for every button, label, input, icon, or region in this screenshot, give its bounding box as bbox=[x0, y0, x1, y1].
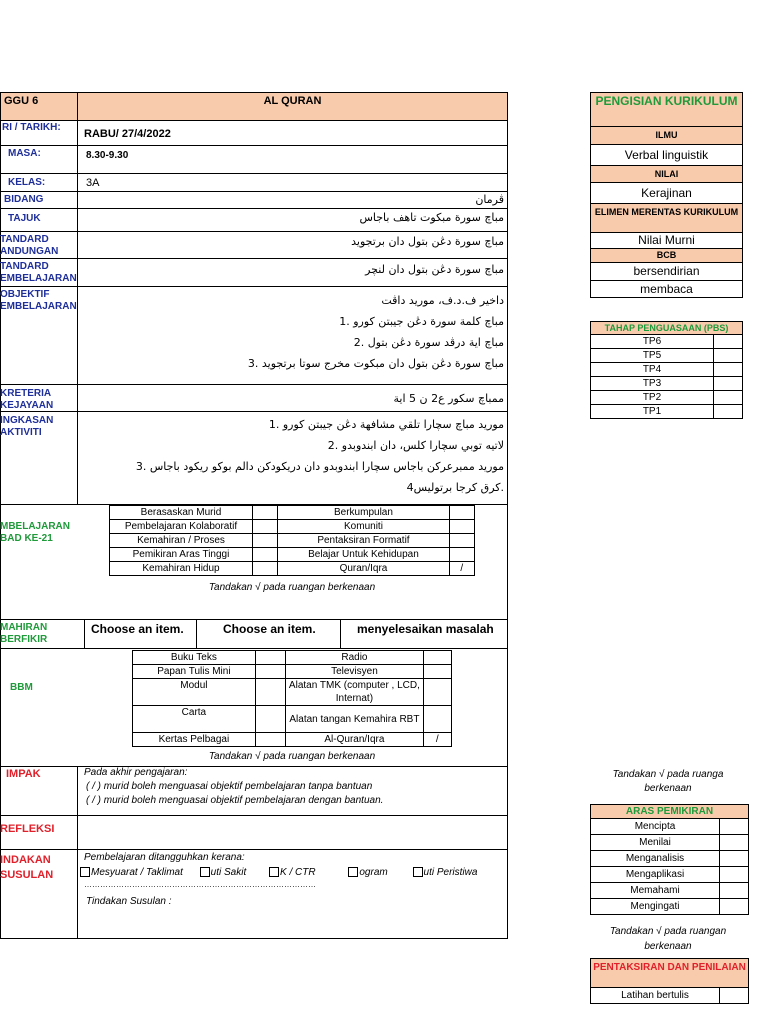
bbm-note: Tandakan √ pada ruangan berkenaan bbox=[208, 751, 376, 762]
check-cell[interactable]: / bbox=[449, 562, 474, 576]
tajuk-label: TAJUK bbox=[8, 213, 41, 224]
check-cell[interactable] bbox=[449, 548, 474, 562]
checkbox-icon[interactable] bbox=[348, 867, 358, 877]
table-row: TP3 bbox=[591, 377, 743, 391]
check-cell[interactable] bbox=[720, 899, 749, 915]
table-row: Memahami bbox=[591, 883, 749, 899]
check-cell[interactable] bbox=[714, 363, 743, 377]
check-cell[interactable] bbox=[720, 988, 749, 1004]
option-mesyuarat[interactable]: Mesyuarat / Taklimat bbox=[80, 867, 183, 878]
impak-line-2: ( / ) murid boleh menguasai objektif pembelajaran tanpa bantuan bbox=[86, 781, 373, 792]
objektif-value: داخير ف.د.ف، موريد داڤت مباچ كلمة سورة دڠن جيبتن كورو .1 مباچ اية درڤد سورة دڠن بتول .2 مباچ سورة دڠن بتول دان مبكوت مخرج سوتا برتجويد .3 bbox=[247, 294, 504, 370]
table-row: TP1 bbox=[591, 405, 743, 419]
check-cell[interactable] bbox=[252, 520, 277, 534]
pak21-table bbox=[109, 505, 475, 576]
check-cell[interactable] bbox=[255, 651, 285, 665]
refleksi-label: REFLEKSI bbox=[0, 823, 55, 835]
thinking-skill-dropdown-1[interactable]: Choose an item. bbox=[91, 622, 184, 636]
option-program[interactable]: ogram bbox=[348, 867, 387, 878]
table-row: Mencipta bbox=[591, 819, 749, 835]
check-cell[interactable] bbox=[423, 651, 451, 665]
check-cell[interactable] bbox=[720, 883, 749, 899]
table-row: Latihan bertulis bbox=[591, 988, 749, 1004]
table-row: Menilai bbox=[591, 835, 749, 851]
nilai-value: Kerajinan bbox=[641, 186, 692, 200]
check-cell[interactable] bbox=[255, 679, 285, 706]
check-cell[interactable] bbox=[720, 851, 749, 867]
option-cuti-peristiwa[interactable]: uti Peristiwa bbox=[413, 867, 478, 878]
thinking-skill-dropdown-3[interactable]: menyelesaikan masalah bbox=[357, 622, 494, 636]
impak-line-1: Pada akhir pengajaran: bbox=[84, 767, 188, 778]
check-cell[interactable] bbox=[423, 706, 451, 733]
tajuk-value: مباچ سورة مبكوت تاهف باجاس bbox=[359, 211, 504, 224]
pak21-label: MBELAJARAN BAD KE-21 bbox=[0, 521, 70, 544]
checkbox-icon[interactable] bbox=[80, 867, 90, 877]
objektif-label: OBJEKTIF EMBELAJARAN bbox=[0, 289, 77, 312]
check-cell[interactable] bbox=[423, 679, 451, 706]
check-cell[interactable] bbox=[720, 819, 749, 835]
checkbox-icon[interactable] bbox=[200, 867, 210, 877]
check-cell[interactable] bbox=[449, 520, 474, 534]
tahap-note: Tandakan √ pada ruanga berkenaan bbox=[612, 769, 724, 794]
bidang-label: BIDANG bbox=[4, 194, 44, 205]
check-cell[interactable] bbox=[714, 391, 743, 405]
kelas-label: KELAS: bbox=[8, 177, 46, 188]
check-cell[interactable] bbox=[423, 665, 451, 679]
check-cell[interactable] bbox=[714, 349, 743, 363]
check-cell[interactable] bbox=[714, 335, 743, 349]
postpone-options bbox=[80, 867, 477, 878]
check-cell[interactable] bbox=[714, 405, 743, 419]
table-row: Pemikiran Aras Tinggi Belajar Untuk Kehidupan bbox=[110, 548, 475, 562]
checkbox-icon[interactable] bbox=[269, 867, 279, 877]
table-row: Mengaplikasi bbox=[591, 867, 749, 883]
ilmu-header: ILMU bbox=[591, 127, 742, 144]
subject-title: AL QURAN bbox=[263, 95, 322, 107]
table-row: TP6 bbox=[591, 335, 743, 349]
kurikulum-title: PENGISIAN KURIKULUM bbox=[591, 93, 742, 126]
table-row: Kemahiran Hidup Quran/Iqra / bbox=[110, 562, 475, 576]
table-row: Menganalisis bbox=[591, 851, 749, 867]
kriteria-label: KRETERIA KEJAYAAN bbox=[0, 388, 54, 411]
checkbox-icon[interactable] bbox=[413, 867, 423, 877]
hari-tarikh-value: RABU/ 27/4/2022 bbox=[84, 128, 171, 140]
sp-value: مباچ سورة دڠن بتول دان لنچر bbox=[365, 263, 504, 276]
tindakan-line-2: Tindakan Susulan : bbox=[86, 896, 172, 907]
nilai-header: NILAI bbox=[591, 166, 742, 182]
table-row: Kemahiran / Proses Pentaksiran Formatif bbox=[110, 534, 475, 548]
aras-title: ARAS PEMIKIRAN bbox=[590, 804, 749, 819]
ilmu-value: Verbal linguistik bbox=[624, 148, 709, 162]
table-row: TP5 bbox=[591, 349, 743, 363]
impak-label: IMPAK bbox=[6, 768, 41, 780]
emk-value: Nilai Murni bbox=[638, 233, 695, 247]
check-cell[interactable] bbox=[720, 867, 749, 883]
check-cell[interactable] bbox=[449, 506, 474, 520]
pentaksiran-table bbox=[590, 987, 749, 1004]
table-row: TP2 bbox=[591, 391, 743, 405]
check-cell[interactable] bbox=[255, 706, 285, 733]
masa-value: 8.30-9.30 bbox=[86, 150, 129, 161]
bbm-table bbox=[132, 650, 452, 747]
hari-tarikh-label: RI / TARIKH: bbox=[2, 122, 61, 133]
option-kursus[interactable]: K / CTR bbox=[269, 867, 316, 878]
tindakan-line-1: Pembelajaran ditangguhkan kerana: bbox=[84, 852, 245, 863]
ringkasan-label: INGKASAN AKTIVITI bbox=[0, 415, 54, 438]
table-row: Papan Tulis Mini Televisyen bbox=[133, 665, 452, 679]
check-cell[interactable]: / bbox=[423, 733, 451, 747]
option-cuti-sakit[interactable]: uti Sakit bbox=[200, 867, 247, 878]
tahap-table bbox=[590, 334, 743, 419]
sp-label: TANDARD EMBELAJARAN bbox=[0, 261, 77, 284]
kelas-value: 3A bbox=[86, 177, 100, 189]
sk-value: مباچ سورة دڠن بتول دان برتجويد bbox=[351, 235, 504, 248]
tindakan-label: INDAKAN SUSULAN bbox=[0, 854, 54, 881]
table-row: TP4 bbox=[591, 363, 743, 377]
check-cell[interactable] bbox=[252, 548, 277, 562]
masa-label: MASA: bbox=[8, 148, 41, 159]
aras-note: Tandakan √ pada ruangan berkenaan bbox=[609, 926, 727, 952]
sk-label: TANDARD ANDUNGAN bbox=[0, 234, 59, 257]
impak-line-3: ( / ) murid boleh menguasai objektif pembelajaran dengan bantuan. bbox=[86, 795, 384, 806]
divider bbox=[77, 766, 78, 939]
table-row: Mengingati bbox=[591, 899, 749, 915]
kriteria-value: ممباچ سكور ع2 ن 5 اية bbox=[393, 392, 504, 405]
bidang-value: ڤرمان bbox=[475, 193, 504, 206]
aras-table bbox=[590, 818, 749, 915]
check-cell[interactable] bbox=[449, 534, 474, 548]
thinking-skill-dropdown-2[interactable]: Choose an item. bbox=[223, 622, 316, 636]
check-cell[interactable] bbox=[255, 733, 285, 747]
refleksi-field[interactable] bbox=[80, 818, 504, 846]
divider bbox=[77, 92, 78, 504]
dotted-line: …………………………………………………………………………… bbox=[84, 880, 316, 889]
bcb-value-2: membaca bbox=[640, 282, 693, 296]
week-label: GGU 6 bbox=[4, 95, 39, 107]
kemahiran-label: MAHIRAN BERFIKIR bbox=[0, 622, 48, 645]
bbm-label: BBM bbox=[10, 682, 33, 693]
bcb-header: BCB bbox=[591, 249, 742, 262]
table-row: Modul Alatan TMK (computer , LCD, Internat) bbox=[133, 679, 452, 706]
tahap-title: TAHAP PENGUASAAN (PBS) bbox=[590, 321, 743, 335]
check-cell[interactable] bbox=[255, 665, 285, 679]
check-cell[interactable] bbox=[252, 534, 277, 548]
table-row: Kertas Pelbagai Al-Quran/Iqra / bbox=[133, 733, 452, 747]
table-row: Carta Alatan tangan Kemahira RBT bbox=[133, 706, 452, 733]
emk-header: ELIMEN MERENTAS KURIKULUM bbox=[591, 204, 742, 232]
ringkasan-value: موريد مباچ سچارا تلقي مشافهة دڠن جيبتن كورو .1 لاتيه توبي سچارا كلس، دان ابندوبدو .2 موريد ممبرعركن باجاس سچارا ابندوبدو دان دريكودكن دالم بوكو ريكود باجاس .3 .كرق كرجا برتوليس4 bbox=[135, 418, 504, 494]
table-row: Buku Teks Radio bbox=[133, 651, 452, 665]
check-cell[interactable] bbox=[252, 506, 277, 520]
pentaksiran-title: PENTAKSIRAN DAN PENILAIAN bbox=[590, 958, 749, 988]
check-cell[interactable] bbox=[714, 377, 743, 391]
check-cell[interactable] bbox=[720, 835, 749, 851]
check-cell[interactable] bbox=[252, 562, 277, 576]
bcb-value-1: bersendirian bbox=[633, 264, 700, 278]
pak21-note: Tandakan √ pada ruangan berkenaan bbox=[208, 582, 376, 593]
table-row: Pembelajaran Kolaboratif Komuniti bbox=[110, 520, 475, 534]
table-row: Berasaskan Murid Berkumpulan bbox=[110, 506, 475, 520]
